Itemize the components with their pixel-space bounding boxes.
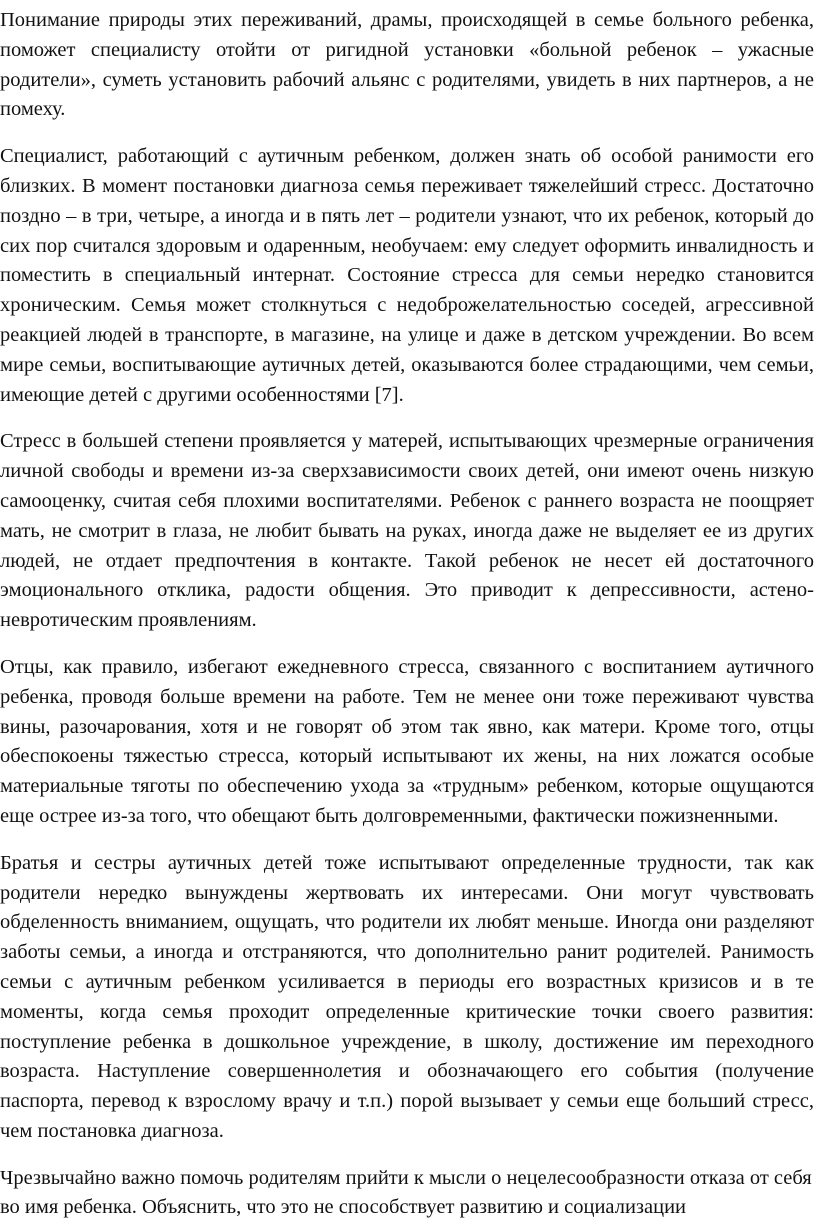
paragraph-3: Стресс в большей степени проявляется у матерей, испытывающих чрезмерные ограничения личной свободы и времени из-за сверхзависимости своих детей, они имеют очень низкую самооценку, считая себя плохими воспитателями. Ребенок с раннего возраста не поощряет мать, не смотрит в глаза, не любит бывать на руках, иногда даже не выделяет ее из других людей, не отдает предпочтения в контакте. Такой ребенок не несет ей достаточного эмоционального отклика, радости общения. Это приводит к депрессивности, астено-невротическим проявлениям. [0,430,814,632]
paragraph-1: Понимание природы этих переживаний, драмы, происходящей в семье больного ребенка, поможет специалисту отойти от ригидной установки «больной ребенок – ужасные родители», суметь установить рабочий альянс с родителями, увидеть в них партнеров, а не помеху. [0,9,814,121]
paragraph-4: Отцы, как правило, избегают ежедневного стресса, связанного с воспитанием аутичного ребенка, проводя больше времени на работе. Тем не менее они тоже переживают чувства вины, разочарования, хотя и не говорят об этом так явно, как матери. Кроме того, отцы обеспокоены тяжестью стресса, который испытывают их жены, на них ложатся особые материальные тяготы по обеспечению ухода за «трудным» ребенком, которые ощущаются еще острее из-за того, что обещают быть долговременными, фактически пожизненными. [0,655,814,827]
paragraph-2: Специалист, работающий с аутичным ребенком, должен знать об особой ранимости его близких. В момент постановки диагноза семья переживает тяжелейший стресс. Достаточно поздно – в три, четыре, а иногда и в пять лет – родители узнают, что их ребенок, который до сих пор считался здоровым и одаренным, необучаем: ему следует оформить инвалидность и поместить в специальный интернат. Состояние стресса для семьи нередко становится хроническим. Семья может столкнуться с недоброжелательностью соседей, агрессивной реакцией людей в транспорте, в магазине, на улице и даже в детском учреждении. Во всем мире семьи, воспитывающие аутичных детей, оказываются более страдающими, чем семьи, имеющие детей с другими особенностями [7]. [0,145,814,406]
paragraph-5: Братья и сестры аутичных детей тоже испытывают определенные трудности, так как родители нередко вынуждены жертвовать их интересами. Они могут чувствовать обделенность вниманием, ощущать, что родители их любят меньше. Иногда они разделяют заботы семьи, а иногда и отстраняются, что дополнительно ранит родителей. Ранимость семьи с аутичным ребенком усиливается в периоды его возрастных кризисов и в те моменты, когда семья проходит определенные критические точки своего развития: поступление ребенка в дошкольное учреждение, в школу, достижение им переходного возраста. Наступление совершеннолетия и обозначающего его события (получение паспорта, перевод к взрослому врачу и т.п.) порой вызывает у семьи еще больший стресс, чем постановка диагноза. [0,851,814,1142]
paragraph-6: Чрезвычайно важно помочь родителям прийти к мысли о нецелесообразности отказа от себя во имя ребенка. Объяснить, что это не способствует развитию и социализации [0,1166,812,1219]
